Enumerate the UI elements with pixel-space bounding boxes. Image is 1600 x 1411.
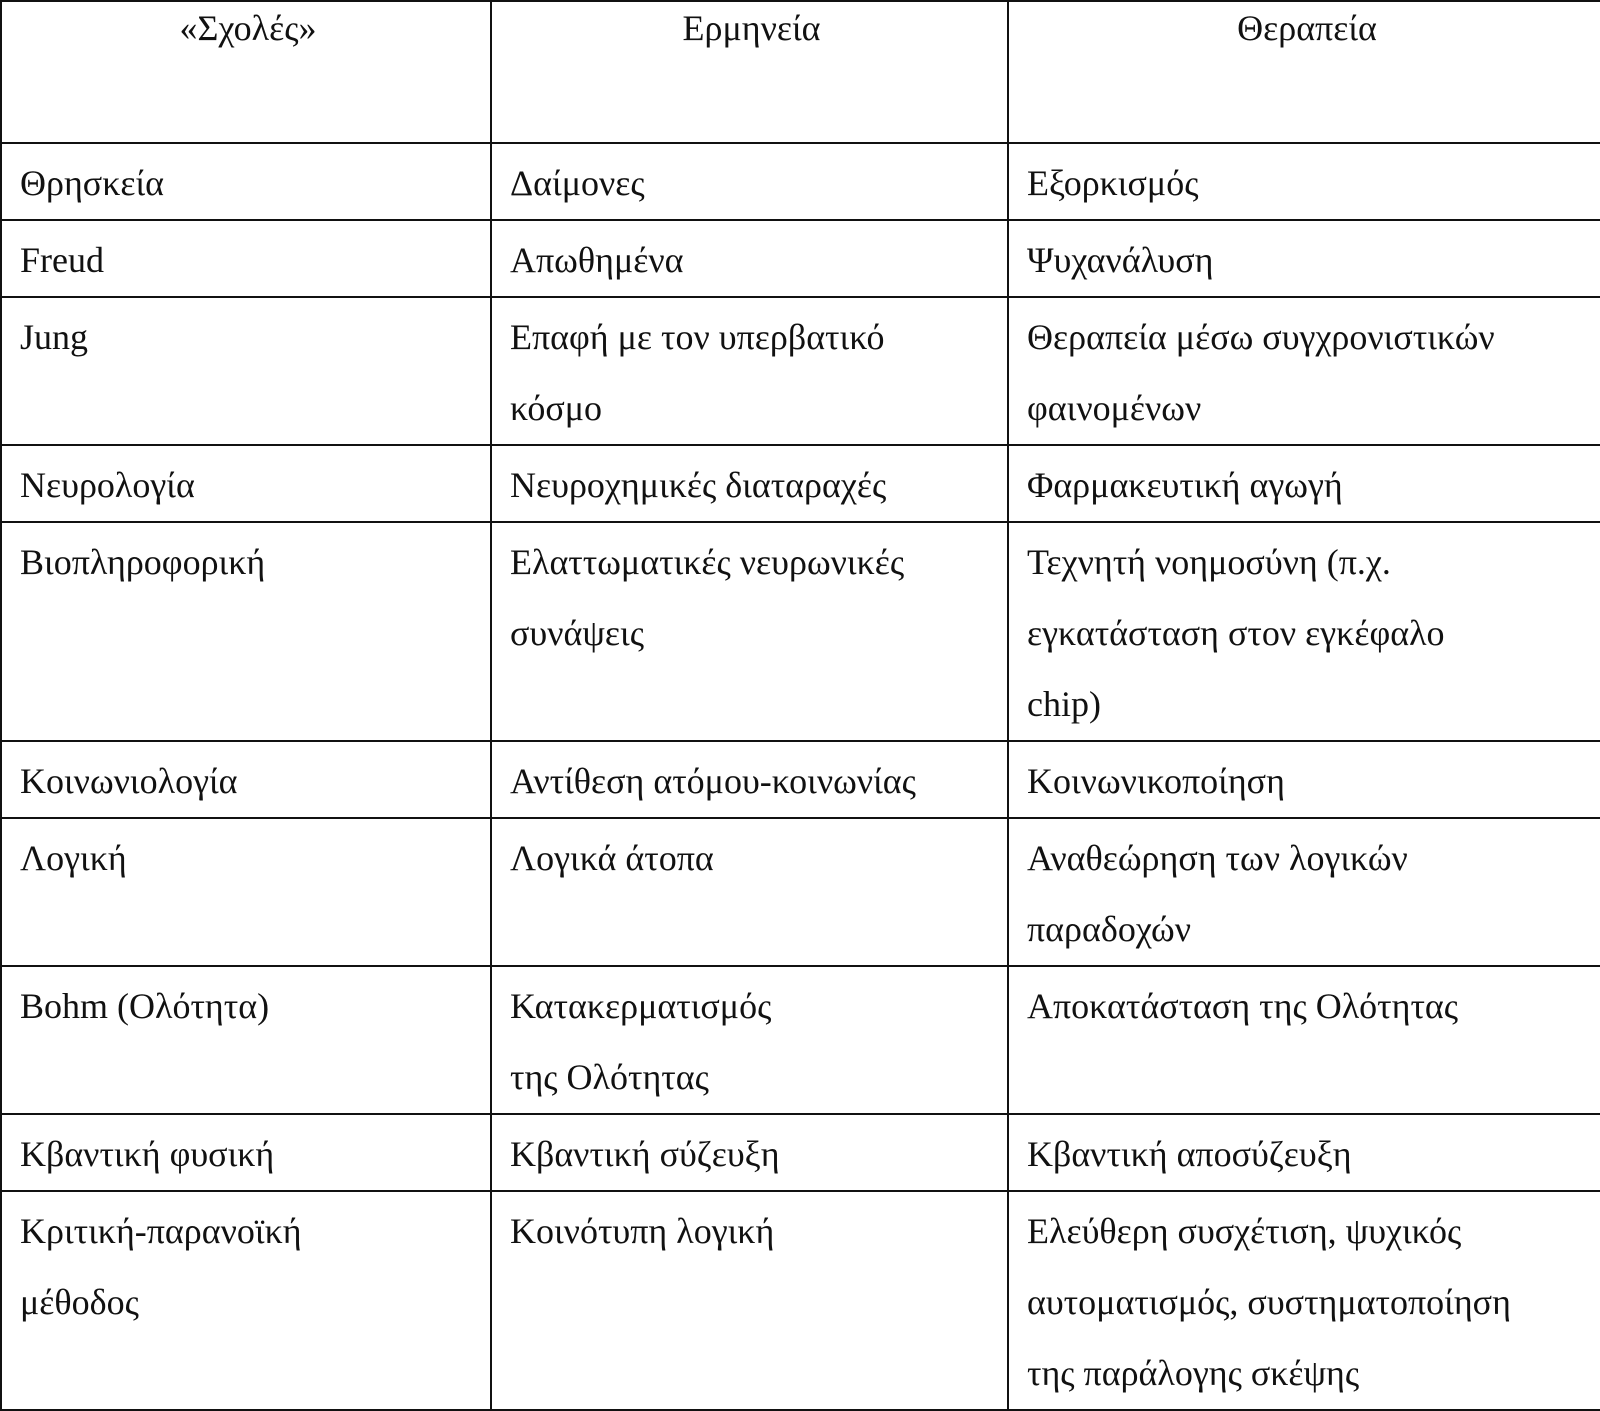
cell-text-line: Κοινωνικοποίηση [1027, 761, 1285, 801]
header-interpretation: Ερμηνεία [491, 1, 1008, 143]
cell-school [1, 445, 491, 522]
cell-interpretation [491, 445, 1008, 522]
cell-school [1, 522, 491, 741]
cell-text-line: Απωθημένα [510, 240, 684, 280]
cell-text-line: Θρησκεία [20, 163, 164, 203]
cell-text-line: εγκατάσταση στον εγκέφαλο [1027, 613, 1445, 653]
cell-school [1, 297, 491, 445]
cell-text-line: Αποκατάσταση της Ολότητας [1027, 986, 1459, 1026]
cell-text-line: Βιοπληροφορική [20, 542, 266, 582]
cell-therapy [1008, 741, 1600, 818]
table-row [1, 220, 1600, 297]
cell-text-line: Freud [20, 240, 104, 280]
cell-school [1, 1114, 491, 1191]
cell-text-line: Κατακερματισμός [510, 986, 772, 1026]
cell-text-line: Ελαττωματικές νευρωνικές [510, 542, 905, 582]
cell-text-line: Νευροχημικές διαταραχές [510, 465, 887, 505]
table-row [1, 297, 1600, 445]
cell-text-line: Θεραπεία μέσω συγχρονιστικών [1027, 317, 1495, 357]
cell-text-line: Κβαντική αποσύζευξη [1027, 1134, 1352, 1174]
header-therapy: Θεραπεία [1008, 1, 1600, 143]
cell-text-line: αυτοματισμός, συστηματοποίηση [1027, 1282, 1511, 1322]
table-row [1, 818, 1600, 966]
table-header-row [1, 1, 1600, 143]
cell-text-line: μέθοδος [20, 1282, 139, 1322]
cell-therapy [1008, 1191, 1600, 1410]
cell-therapy [1008, 143, 1600, 220]
table-row [1, 966, 1600, 1114]
cell-interpretation [491, 741, 1008, 818]
cell-text-line: Λογική [20, 838, 127, 878]
table-row [1, 741, 1600, 818]
cell-text-line: Αντίθεση ατόμου-κοινωνίας [510, 761, 916, 801]
cell-text-line: Φαρμακευτική αγωγή [1027, 465, 1343, 505]
cell-school [1, 143, 491, 220]
cell-therapy [1008, 818, 1600, 966]
cell-text-line: Ψυχανάλυση [1027, 240, 1214, 280]
cell-interpretation [491, 966, 1008, 1114]
cell-interpretation [491, 297, 1008, 445]
cell-interpretation [491, 1114, 1008, 1191]
cell-text-line: της Ολότητας [510, 1057, 709, 1097]
cell-text-line: Κοινότυπη λογική [510, 1211, 775, 1251]
table-row [1, 522, 1600, 741]
cell-text-line: Κριτική-παρανοϊκή [20, 1211, 302, 1251]
cell-therapy [1008, 966, 1600, 1114]
cell-interpretation [491, 818, 1008, 966]
cell-text-line: Τεχνητή νοημοσύνη (π.χ. [1027, 542, 1391, 582]
cell-therapy [1008, 445, 1600, 522]
cell-school [1, 1191, 491, 1410]
cell-therapy [1008, 522, 1600, 741]
cell-text-line: Εξορκισμός [1027, 163, 1199, 203]
cell-interpretation [491, 143, 1008, 220]
cell-interpretation [491, 220, 1008, 297]
table-row [1, 445, 1600, 522]
cell-interpretation [491, 522, 1008, 741]
cell-text-line: Ελεύθερη συσχέτιση, ψυχικός [1027, 1211, 1462, 1251]
cell-text-line: παραδοχών [1027, 909, 1191, 949]
cell-text-line: Επαφή με τον υπερβατικό [510, 317, 885, 357]
cell-text-line: Κβαντική φυσική [20, 1134, 275, 1174]
cell-therapy [1008, 220, 1600, 297]
cell-text-line: της παράλογης σκέψης [1027, 1353, 1360, 1393]
table-body [1, 143, 1600, 1410]
cell-school [1, 818, 491, 966]
cell-text-line: Κβαντική σύζευξη [510, 1134, 780, 1174]
cell-text-line: Jung [20, 317, 89, 357]
cell-text-line: chip) [1027, 684, 1101, 724]
cell-text-line: Νευρολογία [20, 465, 195, 505]
cell-text-line: Δαίμονες [510, 163, 645, 203]
cell-text-line: Bohm (Ολότητα) [20, 986, 270, 1026]
header-schools: «Σχολές» [1, 1, 491, 143]
cell-text-line: Αναθεώρηση των λογικών [1027, 838, 1408, 878]
table-row [1, 1191, 1600, 1410]
cell-text-line: κόσμο [510, 388, 603, 428]
cell-interpretation [491, 1191, 1008, 1410]
cell-text-line: Κοινωνιολογία [20, 761, 238, 801]
cell-school [1, 966, 491, 1114]
cell-text-line: φαινομένων [1027, 388, 1202, 428]
cell-therapy [1008, 1114, 1600, 1191]
cell-school [1, 741, 491, 818]
cell-school [1, 220, 491, 297]
cell-text-line: Λογικά άτοπα [510, 838, 714, 878]
cell-text-line: συνάψεις [510, 613, 644, 653]
table-row [1, 143, 1600, 220]
table-row [1, 1114, 1600, 1191]
cell-therapy [1008, 297, 1600, 445]
